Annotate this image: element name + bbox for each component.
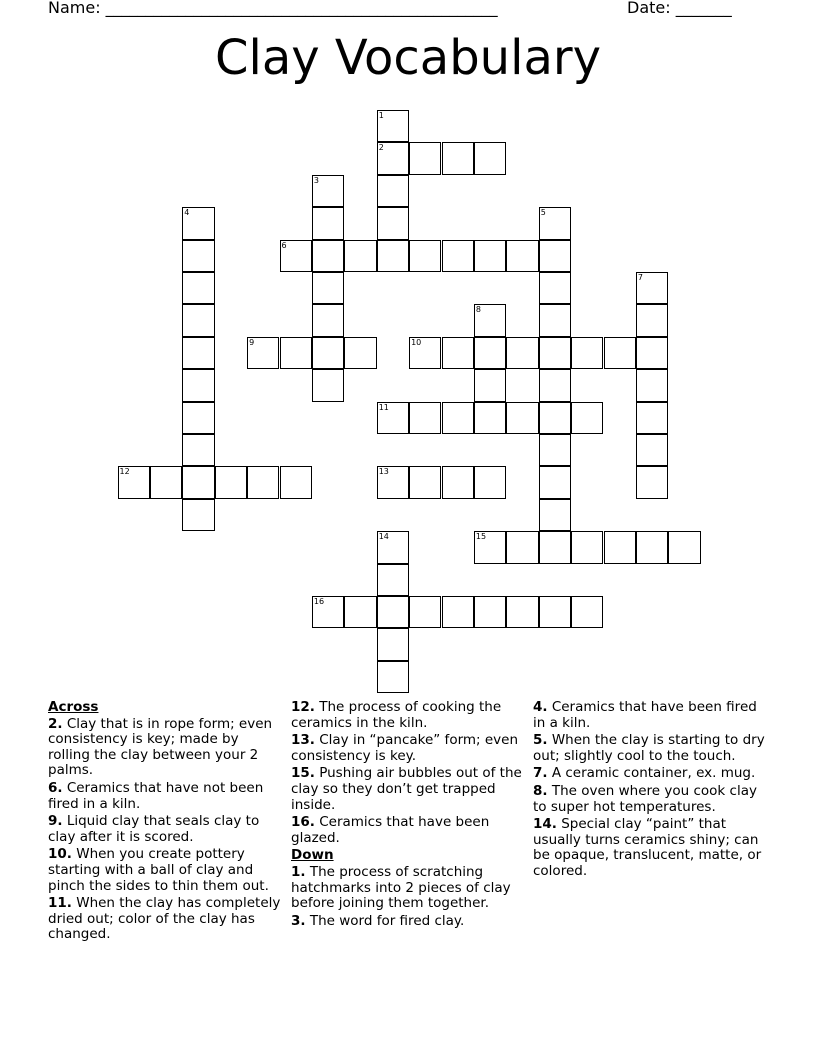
- grid-cell[interactable]: [182, 434, 214, 466]
- grid-cell[interactable]: [636, 304, 668, 336]
- grid-cell[interactable]: [182, 272, 214, 304]
- grid-cell[interactable]: [377, 564, 409, 596]
- clues-column-2: [291, 700, 527, 931]
- clue-number: 6: [281, 240, 287, 250]
- clue-number: 10: [411, 337, 422, 347]
- clue-number: 5: [540, 208, 546, 218]
- grid-cell[interactable]: [215, 466, 247, 498]
- grid-cell[interactable]: [312, 596, 344, 628]
- clue-down-1: 1. The process of scratching hatchmarks into 2 pieces of clay before joining them together.: [291, 863, 511, 912]
- grid-cell[interactable]: [409, 596, 441, 628]
- grid-cell[interactable]: [182, 207, 214, 239]
- clue-number: 7: [637, 273, 643, 282]
- grid-cell[interactable]: [312, 175, 344, 207]
- grid-cell[interactable]: [539, 207, 571, 239]
- grid-cell[interactable]: [539, 369, 571, 401]
- across-heading: Across: [48, 699, 99, 715]
- clue-across-11: 11. When the clay has completely dried out; color of the clay has changed.: [48, 895, 281, 943]
- grid-cell[interactable]: [539, 240, 571, 272]
- grid-cell[interactable]: [377, 402, 409, 434]
- grid-cell[interactable]: [571, 596, 603, 628]
- grid-cell[interactable]: [474, 596, 506, 628]
- grid-cell[interactable]: [377, 207, 409, 239]
- grid-cell[interactable]: [377, 175, 409, 207]
- grid-cell[interactable]: [442, 402, 474, 434]
- grid-cell[interactable]: [539, 466, 571, 498]
- grid-cell[interactable]: [377, 240, 409, 272]
- clue-down-3: 3. The word for fired clay.: [291, 912, 465, 929]
- grid-cell[interactable]: [409, 402, 441, 434]
- grid-cell[interactable]: [474, 240, 506, 272]
- grid-cell[interactable]: [442, 596, 474, 628]
- grid-cell[interactable]: [474, 337, 506, 369]
- grid-cell[interactable]: [118, 466, 150, 498]
- grid-cell[interactable]: [280, 337, 312, 369]
- clue-across-6: 6. Ceramics that have not been fired in a kiln.: [48, 779, 264, 812]
- clue-number: 9: [249, 337, 255, 347]
- down-heading: Down: [291, 847, 334, 864]
- clue-across-10: 10. When you create pottery starting with a ball of clay and pinch the sides to thin them out.: [48, 846, 269, 894]
- grid-cell[interactable]: [571, 402, 603, 434]
- grid-cell[interactable]: [312, 304, 344, 336]
- grid-cell[interactable]: [409, 466, 441, 498]
- clue-number: 1: [378, 111, 384, 120]
- grid-cell[interactable]: [280, 240, 312, 272]
- grid-cell[interactable]: [636, 531, 668, 563]
- grid-cell[interactable]: [506, 240, 538, 272]
- grid-cell[interactable]: [182, 240, 214, 272]
- grid-cell[interactable]: [539, 304, 571, 336]
- grid-cell[interactable]: [636, 272, 668, 304]
- grid-cell[interactable]: [539, 531, 571, 563]
- grid-cell[interactable]: [636, 466, 668, 498]
- grid-cell[interactable]: [474, 466, 506, 498]
- grid-cell[interactable]: [539, 402, 571, 434]
- grid-cell[interactable]: [312, 369, 344, 401]
- clue-across-16: 16. Ceramics that have been glazed.: [291, 814, 490, 846]
- clue-down-4: 4. Ceramics that have been fired in a kiln.: [533, 699, 757, 731]
- clues-column-3: [533, 700, 769, 882]
- grid-cell[interactable]: [474, 142, 506, 174]
- grid-cell[interactable]: [604, 337, 636, 369]
- grid-cell[interactable]: [506, 337, 538, 369]
- grid-cell[interactable]: [571, 531, 603, 563]
- grid-cell[interactable]: [344, 337, 376, 369]
- clue-across-13: 13. Clay in “pancake” form; even consistency is key.: [291, 732, 519, 764]
- clue-number: 2: [378, 143, 384, 153]
- grid-cell[interactable]: [539, 499, 571, 531]
- grid-cell[interactable]: [474, 531, 506, 563]
- clue-number: 11: [378, 402, 389, 412]
- grid-cell[interactable]: [539, 434, 571, 466]
- grid-cell[interactable]: [442, 142, 474, 174]
- name-field-label: Name: _________________________________________________: [48, 0, 498, 17]
- grid-cell[interactable]: [409, 240, 441, 272]
- grid-cell[interactable]: [312, 272, 344, 304]
- date-field-label: Date: _______: [627, 0, 732, 17]
- grid-cell[interactable]: [474, 369, 506, 401]
- clue-down-8: 8. The oven where you cook clay to super hot temperatures.: [533, 782, 757, 815]
- clue-across-15: 15. Pushing air bubbles out of the clay so they don’t get trapped inside.: [291, 765, 522, 813]
- grid-cell[interactable]: [539, 272, 571, 304]
- grid-cell[interactable]: [604, 531, 636, 563]
- grid-cell[interactable]: [377, 596, 409, 628]
- grid-cell[interactable]: [571, 337, 603, 369]
- grid-cell[interactable]: [474, 304, 506, 336]
- grid-cell[interactable]: [442, 466, 474, 498]
- grid-cell[interactable]: [636, 369, 668, 401]
- grid-cell[interactable]: [377, 628, 409, 660]
- grid-cell[interactable]: [377, 110, 409, 142]
- clue-down-5: 5. When the clay is starting to dry out; slightly cool to the touch.: [533, 732, 765, 764]
- grid-cell[interactable]: [312, 240, 344, 272]
- grid-cell[interactable]: [539, 596, 571, 628]
- clue-across-2: 2. Clay that is in rope form; even consistency is key; made by rolling the clay between your 2 palms.: [48, 715, 273, 779]
- grid-cell[interactable]: [506, 596, 538, 628]
- clue-number: 4: [184, 208, 190, 218]
- grid-cell[interactable]: [409, 337, 441, 369]
- clue-number: 13: [378, 467, 389, 477]
- grid-cell[interactable]: [668, 531, 700, 563]
- clue-number: 15: [475, 532, 487, 542]
- clues-column-1: [48, 700, 284, 945]
- clue-across-9: 9. Liquid clay that seals clay to clay after it is scored.: [48, 813, 260, 845]
- grid-cell[interactable]: [409, 142, 441, 174]
- clue-number: 8: [475, 305, 481, 315]
- grid-cell[interactable]: [344, 240, 376, 272]
- grid-cell[interactable]: [636, 402, 668, 434]
- grid-cell[interactable]: [182, 337, 214, 369]
- grid-cell[interactable]: [377, 466, 409, 498]
- grid-cell[interactable]: [312, 337, 344, 369]
- grid-cell[interactable]: [280, 466, 312, 498]
- grid-cell[interactable]: [150, 466, 182, 498]
- grid-cell[interactable]: [312, 207, 344, 239]
- grid-cell[interactable]: [636, 434, 668, 466]
- clue-number: 16: [313, 597, 325, 606]
- clue-number: 3: [313, 175, 319, 185]
- grid-cell[interactable]: [636, 337, 668, 369]
- grid-cell[interactable]: [182, 402, 214, 434]
- grid-cell[interactable]: [182, 304, 214, 336]
- grid-cell[interactable]: [377, 531, 409, 563]
- clue-across-12: 12. The process of cooking the ceramics in the kiln.: [291, 699, 502, 731]
- grid-cell[interactable]: [182, 369, 214, 401]
- grid-cell[interactable]: [506, 402, 538, 434]
- grid-cell[interactable]: [247, 466, 279, 498]
- clue-down-7: 7. A ceramic container, ex. mug.: [533, 765, 756, 782]
- grid-cell[interactable]: [377, 661, 409, 693]
- clue-number: 12: [119, 467, 130, 477]
- grid-cell[interactable]: [474, 402, 506, 434]
- grid-cell[interactable]: [442, 337, 474, 369]
- clue-number: 14: [378, 532, 389, 542]
- grid-cell[interactable]: [344, 596, 376, 628]
- grid-cell[interactable]: [247, 337, 279, 369]
- grid-cell[interactable]: [539, 337, 571, 369]
- grid-cell[interactable]: [377, 142, 409, 174]
- grid-cell[interactable]: [506, 531, 538, 563]
- grid-cell[interactable]: [182, 499, 214, 531]
- grid-cell[interactable]: [182, 466, 214, 498]
- clue-down-14: 14. Special clay “paint” that usually turns ceramics shiny; can be opaque, translucent, matte, or colored.: [533, 816, 762, 879]
- page-title: Clay Vocabulary: [215, 30, 601, 86]
- grid-cell[interactable]: [442, 240, 474, 272]
